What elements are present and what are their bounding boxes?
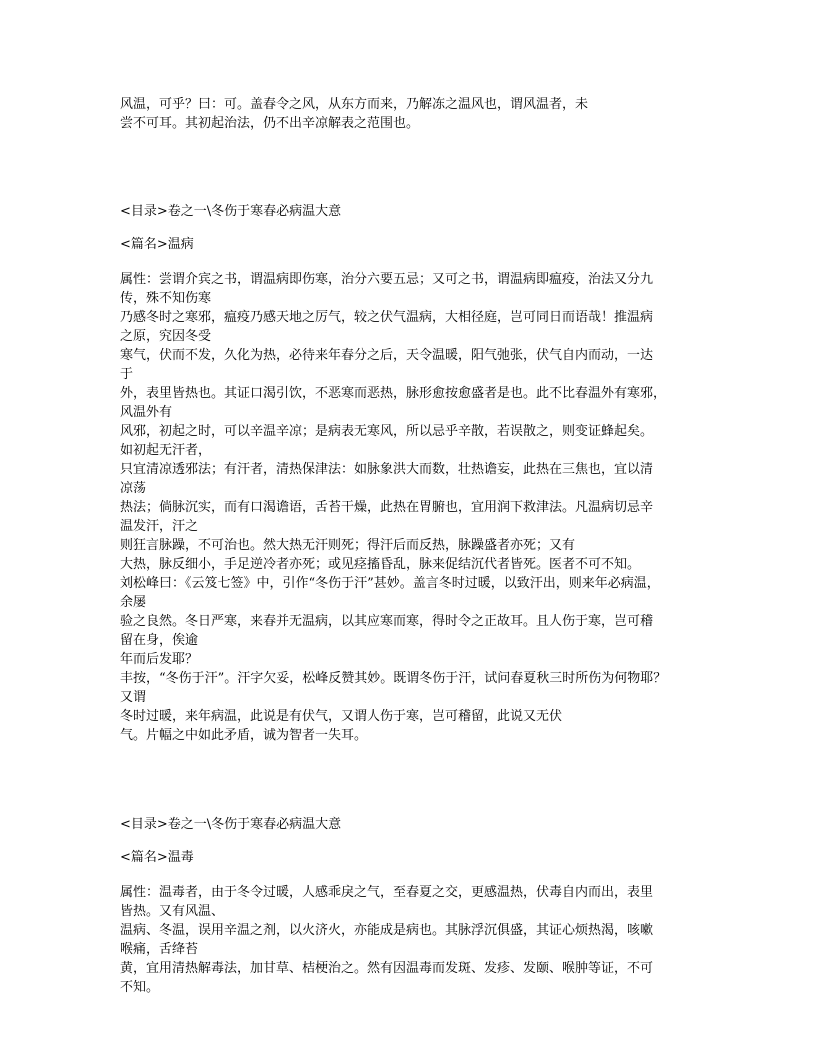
section-body xyxy=(120,883,696,997)
text-line: 气。片幅之中如此矛盾，诚为智者一失耳。 xyxy=(120,728,368,743)
text-line: 喉痛，舌绛苔 xyxy=(120,942,199,957)
text-line: 传，殊不知伤寒 xyxy=(120,291,212,306)
text-line: 皆热。又有风温、 xyxy=(120,904,225,919)
text-line: 外，表里皆热也。其证口渴引饮，不恶寒而恶热，脉形愈按愈盛者是也。此不比春温外有寒邪， xyxy=(120,386,667,401)
section-title: <篇名>温毒 xyxy=(120,850,194,865)
intro-paragraph xyxy=(120,95,696,133)
section-body xyxy=(120,270,696,745)
text-line: 只宜清凉透邪法；有汗者，清热保津法：如脉象洪大而数，壮热谵妄，此热在三焦也，宜以清 xyxy=(120,462,654,477)
text-line: 丰按，“冬伤于汗”。汗字欠妥，松峰反赞其妙。既谓冬伤于汗，试问春夏秋三时所伤为何物耶？ xyxy=(120,671,667,686)
text-line: 凉荡 xyxy=(120,481,147,496)
section-title: <篇名>温病 xyxy=(120,237,194,252)
catalog-heading: <目录>卷之一\冬伤于寒春必病温大意 xyxy=(120,817,342,832)
text-line: 则狂言脉躁，不可治也。然大热无汗则死；得汗后而反热，脉躁盛者亦死；又有 xyxy=(120,538,576,553)
text-line: 刘松峰曰：《云笈七签》中，引作“冬伤于汗”甚妙。盖言冬时过暖，以致汗出，则来年必病温， xyxy=(120,576,660,591)
text-line: 风邪，初起之时，可以辛温辛凉；是病表无寒风，所以忌乎辛散，若误散之，则变证蜂起矣。 xyxy=(120,424,654,439)
text-line: 如初起无汗者， xyxy=(120,443,212,458)
text-line: 验之良然。冬日严寒，来春并无温病，以其应寒而寒，得时令之正故耳。且人伤于寒，岂可稽 xyxy=(120,614,654,629)
text-line: 风温外有 xyxy=(120,405,173,420)
text-line: 风温，可乎？曰：可。盖春令之风，从东方而来，乃解冻之温风也，谓风温者，未 xyxy=(120,97,589,112)
text-line: 之原，究因冬受 xyxy=(120,329,212,344)
text-line: 热法；倘脉沉实，而有口渴谵语，舌苔干燥，此热在胃腑也，宜用润下救津法。凡温病切忌辛 xyxy=(120,500,654,515)
text-line: 黄，宜用清热解毒法，加甘草、桔梗治之。然有因温毒而发斑、发疹、发颐、喉肿等证，不可 xyxy=(120,961,654,976)
text-line: 余屡 xyxy=(120,595,147,610)
text-line: 大热，脉反细小，手足逆冷者亦死；或见痉搐昏乱，脉来促结沉代者皆死。医者不可不知。 xyxy=(120,557,641,572)
text-line: 又谓 xyxy=(120,690,147,705)
text-line: 不知。 xyxy=(120,980,160,995)
text-line: 温发汗，汗之 xyxy=(120,519,199,534)
text-line: 属性：温毒者，由于冬令过暖，人感乖戾之气，至春夏之交，更感温热，伏毒自内而出，表里 xyxy=(120,885,654,900)
text-line: 年而后发耶？ xyxy=(120,652,199,667)
catalog-heading: <目录>卷之一\冬伤于寒春必病温大意 xyxy=(120,204,342,219)
text-line: 寒气，伏而不发，久化为热，必待来年春分之后，天令温暖，阳气弛张，伏气自内而动，一达 xyxy=(120,348,654,363)
text-line: 温病、冬温，误用辛温之剂，以火济火，亦能成是病也。其脉浮沉俱盛，其证心烦热渴，咳嗽 xyxy=(120,923,654,938)
text-line: 于 xyxy=(120,367,134,382)
text-line: 乃感冬时之寒邪，瘟疫乃感天地之厉气，较之伏气温病，大相径庭，岂可同日而语哉！推温病 xyxy=(120,310,654,325)
text-line: 留在身，俟逾 xyxy=(120,633,199,648)
text-line: 尝不可耳。其初起治法，仍不出辛凉解表之范围也。 xyxy=(120,116,420,131)
text-line: 属性：尝谓介宾之书，谓温病即伤寒，治分六要五忌；又可之书，谓温病即瘟疫，治法又分九 xyxy=(120,272,654,287)
text-line: 冬时过暖，来年病温，此说是有伏气，又谓人伤于寒，岂可稽留，此说又无伏 xyxy=(120,709,563,724)
document-page xyxy=(120,0,696,997)
